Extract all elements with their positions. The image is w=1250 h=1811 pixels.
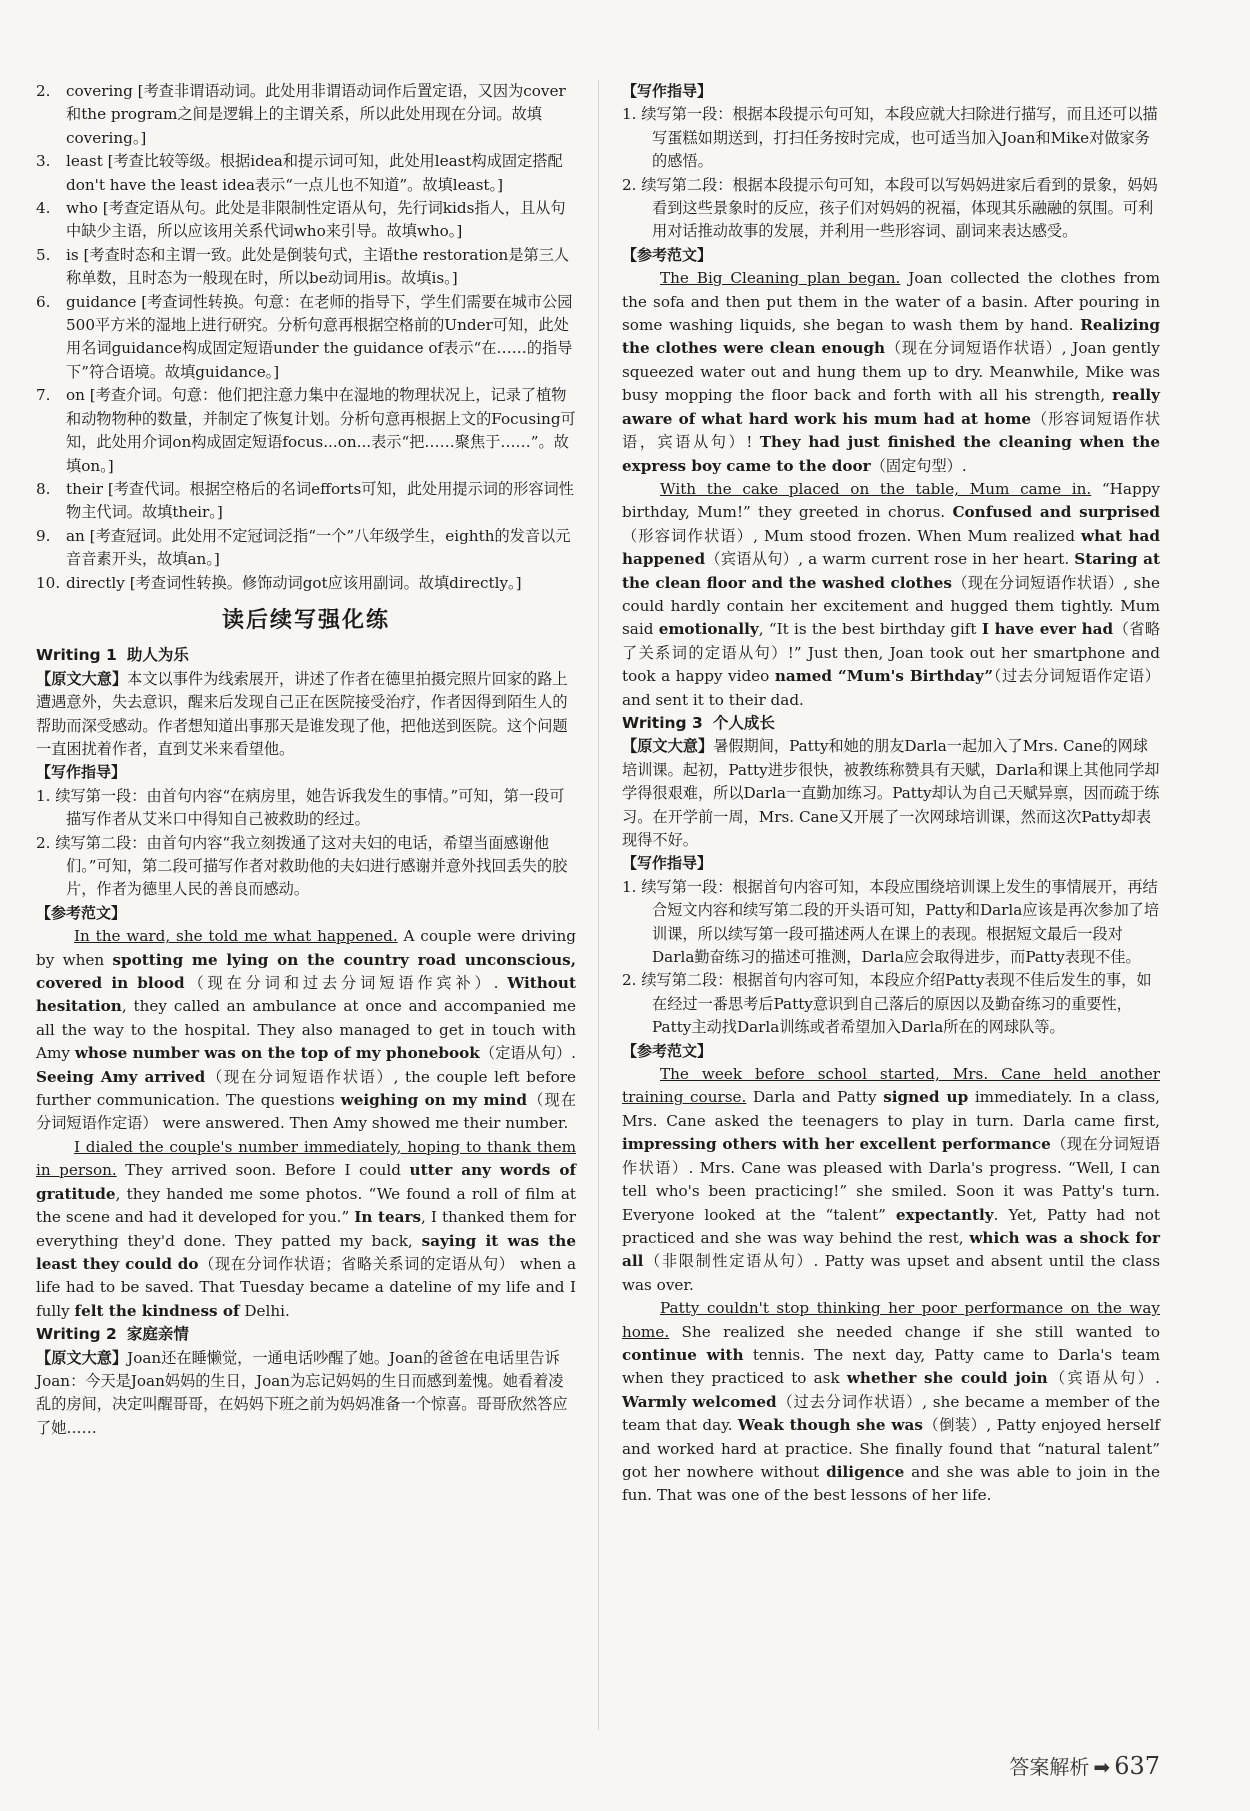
section-title: 读后续写强化练 (221, 607, 390, 633)
essay-paragraph: The week before school started, Mrs. Cane held another training course. Darla and Patty signed up immediately. In a class, Mrs. Cane asked the teenagers to play in turn. Darla came first, impressing others with her excellent performance（现在分词短语作状语）. Mrs. Cane was pleased with Darla's progress. “Well, I can tell who's been practicing!” she smiled. Soon it was Patty's turn. Everyone looked at the “talent” expectantly. Yet, Patty had not practiced and she was way behind the rest, which was a shock for all（非限制性定语从句）. Patty was upset and absent until the class was over. (622, 1065, 1160, 1294)
guide-item: 1. 续写第一段：由首句内容“在病房里，她告诉我发生的事情。”可知，第一段可描写作者从艾米口中得知自己被救助的经过。 (36, 786, 565, 829)
writing-title: Writing 1 助人为乐 (36, 646, 189, 665)
answer-item: 10. directly [考查词性转换。修饰动词got应该用副词。故填directly。] (36, 573, 522, 592)
essay-paragraph: In the ward, she told me what happened. A couple were driving by when spotting me lying on the country road unconscious, covered in blood（现在分词和过去分词短语作宾补）. Without hesitation, they called an ambulance at once and accompanied me all the way to the hospital. They also managed to get in touch with Amy whose number was on the top of my phonebook（定语从句）. Seeing Amy arrived（现在分词短语作状语）, the couple left before further communication. The questions weighing on my mind（现在分词短语作定语） were answered. Then Amy showed me their number. (36, 927, 577, 1133)
column-divider (598, 80, 599, 1730)
writing-2-continued (622, 80, 1160, 712)
footer-label: 答案解析 (1009, 1754, 1090, 1779)
writing-3 (622, 712, 1160, 1508)
guide-item: 2. 续写第二段：根据首句内容可知，本段应介绍Patty表现不佳后发生的事，如在经过一番思考后Patty意识到自己落后的原因以及勤奋练习的重要性，Patty主动找Darla训练或者希望加入Darla所在的网球队等。 (622, 971, 1152, 1037)
answer-item: 5. is [考查时态和主谓一致。此处是倒装句式，主语the restoration是第三人称单数，且时态为一般现在时，所以be动词用is。故填is。] (36, 245, 570, 288)
summary: 【原文大意】本文以事件为线索展开，讲述了作者在德里拍摄完照片回家的路上遭遇意外，失去意识，醒来后发现自己正在医院接受治疗，作者因得到陌生人的帮助而深受感动。作者想知道出事那天是谁发现了他，把他送到医院。这个问题一直困扰着作者，直到艾米来看望他。 (36, 669, 568, 758)
essay-paragraph: The Big Cleaning plan began. Joan collected the clothes from the sofa and then put them in the water of a basin. After pouring in some washing liquids, she began to wash them by hand. Realizing the clothes were clean enough（现在分词短语作状语）, Joan gently squeezed water out and hung them up to dry. Meanwhile, Mike was busy mopping the floor back and forth with all his strength, really aware of what hard work his mum had at home（形容词短语作状语，宾语从句）! They had just finished the cleaning when the express boy came to the door（固定句型）. (622, 269, 1161, 475)
right-column (622, 80, 1160, 1508)
writing-title: Writing 3 个人成长 (622, 713, 775, 732)
page-footer (1009, 1751, 1160, 1780)
left-column (36, 80, 576, 1440)
writing-2-start (36, 1323, 576, 1440)
page-number: 637 (1114, 1751, 1160, 1780)
answers-list (36, 80, 576, 595)
writing-title: Writing 2 家庭亲情 (36, 1325, 189, 1344)
guide-item: 1. 续写第一段：根据本段提示句可知，本段应就大扫除进行描写，而且还可以描写蛋糕如期送到，打扫任务按时完成，也可适当加入Joan和Mike对做家务的感悟。 (622, 105, 1158, 171)
summary: 【原文大意】Joan还在睡懒觉，一通电话吵醒了她。Joan的爸爸在电话里告诉Joan：今天是Joan妈妈的生日，Joan为忘记妈妈的生日而感到羞愧。她看着凌乱的房间，决定叫醒哥哥，在妈妈下班之前为妈妈准备一个惊喜。哥哥欣然答应了她…… (36, 1348, 568, 1437)
answer-item: 3. least [考查比较等级。根据idea和提示词可知，此处用least构成固定搭配don't have the least idea表示“一点儿也不知道”。故填least。] (36, 152, 563, 194)
essay-paragraph: I dialed the couple's number immediately, hoping to thank them in person. They arrived soon. Before I could utter any words of gratitude, they handed me some photos. “We found a roll of film at the scene and had it developed for you.” In tears, I thanked them for everything they'd done. They patted my back, saying it was the least they could do（现在分词作状语；省略关系词的定语从句） when a life had to be saved. That Tuesday became a dateline of my life and I fully felt the kindness of Delhi. (36, 1137, 577, 1320)
guide-item: 2. 续写第二段：由首句内容“我立刻拨通了这对夫妇的电话，希望当面感谢他们。”可知，第二段可描写作者对救助他的夫妇进行感谢并意外找回丢失的胶片，作者为德里人民的善良而感动。 (36, 833, 568, 899)
guide-item: 1. 续写第一段：根据首句内容可知，本段应围绕培训课上发生的事情展开，再结合短文内容和续写第二段的开头语可知，Patty和Darla应该是再次参加了培训课，所以续写第一段可描述两人在课上的表现。根据短文最后一段对Darla勤奋练习的描述可推测，Darla应会取得进步，而Patty表现不佳。 (622, 877, 1160, 967)
writing-1 (36, 644, 576, 1323)
answer-item: 2. covering [考查非谓语动词。此处用非谓语动词作后置定语，又因为cover和the program之间是逻辑上的主谓关系，所以此处用现在分词。故填covering。] (36, 82, 566, 147)
sample-label: 【参考范文】 (36, 903, 127, 922)
guide-item: 2. 续写第二段：根据本段提示句可知，本段可以写妈妈进家后看到的景象，妈妈看到这些景象时的反应，孩子们对妈妈的祝福，体现其乐融融的氛围。可利用对话推动故事的发展，并利用一些形容词、副词来表达感受。 (622, 175, 1158, 241)
guide-label: 【写作指导】 (622, 854, 713, 873)
essay-paragraph: Patty couldn't stop thinking her poor performance on the way home. She realized she needed change if she still wanted to continue with tennis. The next day, Patty came to Darla's team when they practiced to ask whether she could join（宾语从句）. Warmly welcomed（过去分词作状语）, she became a member of the team that day. Weak though she was（倒装）, Patty enjoyed herself and worked hard at practice. She finally found that “natural talent” got her nowhere without diligence and she was able to join in the fun. That was one of the best lessons of her life. (622, 1299, 1161, 1505)
sample-label: 【参考范文】 (622, 1041, 713, 1060)
answer-item: 8. their [考查代词。根据空格后的名词efforts可知，此处用提示词的形容词性物主代词。故填their。] (36, 479, 574, 522)
essay-paragraph: With the cake placed on the table, Mum came in. “Happy birthday, Mum!” they greeted in chorus. Confused and surprised（形容词作状语）, Mum stood frozen. When Mum realized what had happened（宾语从句）, a warm current rose in her heart. Staring at the clean floor and the washed clothes（现在分词短语作状语）, she could hardly contain her excitement and hugged them tightly. Mum said emotionally, “It is the best birthday gift I have ever had（省略了关系词的定语从句）!” Just then, Joan took out her smartphone and took a happy video named “Mum's Birthday”（过去分词短语作定语） and sent it to their dad. (622, 479, 1161, 709)
answer-item: 4. who [考查定语从句。此处是非限制性定语从句，先行词kids指人，且从句中缺少主语，所以应该用关系代词who来引导。故填who。] (36, 199, 566, 241)
answer-item: 7. on [考查介词。句意：他们把注意力集中在湿地的物理状况上，记录了植物和动物物种的数量，并制定了恢复计划。分析句意再根据上文的Focusing可知，此处用介词on构成固定短语focus...on...表示“把……聚焦于……”。故填on。] (36, 386, 576, 475)
arrow-right-icon: ➡ (1093, 1754, 1111, 1779)
sample-label: 【参考范文】 (622, 245, 713, 264)
guide-label: 【写作指导】 (622, 82, 713, 100)
summary: 【原文大意】暑假期间，Patty和她的朋友Darla一起加入了Mrs. Cane的网球培训课。起初，Patty进步很快，被教练称赞具有天赋，Darla和课上其他同学却学得很艰难，所以Darla一直勤加练习。Patty却认为自己天赋异禀，因而疏于练习。在开学前一周，Mrs. Cane又开展了一次网球培训课，然而这次Patty却表现得不好。 (622, 737, 1160, 849)
guide-label: 【写作指导】 (36, 763, 127, 782)
answer-item: 6. guidance [考查词性转换。句意：在老师的指导下，学生们需要在城市公园500平方米的湿地上进行研究。分析句意再根据空格前的Under可知，此处用名词guidance构成固定短语under the guidance of表示“在……的指导下”符合语境。故填guidance。] (36, 292, 573, 381)
answer-item: 9. an [考查冠词。此处用不定冠词泛指“一个”八年级学生，eighth的发音以元音音素开头，故填an。] (36, 526, 571, 569)
